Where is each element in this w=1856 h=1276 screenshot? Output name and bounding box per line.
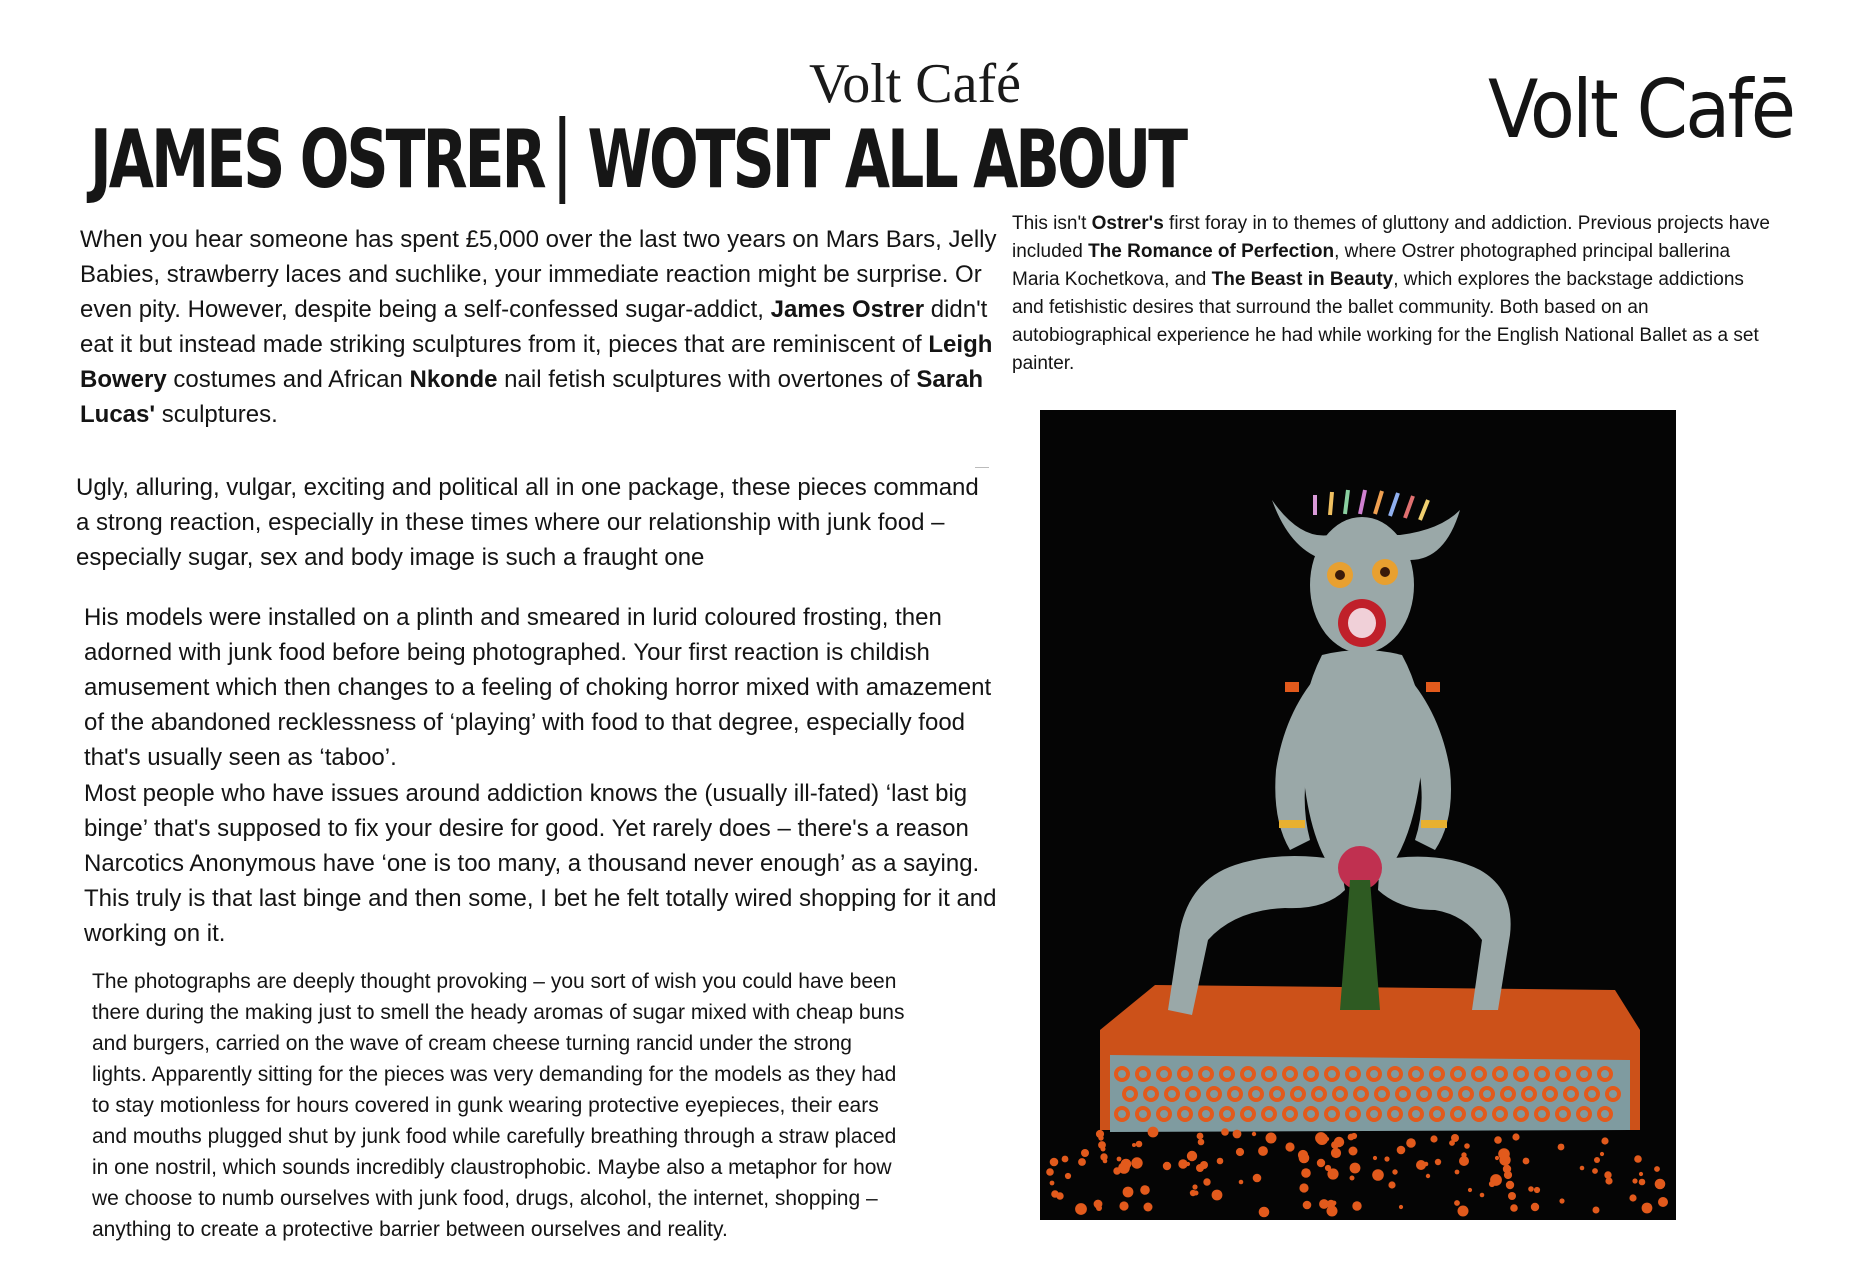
bold-name: The Beast in Beauty: [1211, 269, 1394, 290]
bold-name: Ostrer's: [1091, 213, 1164, 234]
text-run: , which explores the backstage addictions and fetishistic desires that surround the ballet community. Both based on an autobiographical experience he had while working for the English National Ballet as a set painter.: [1012, 269, 1759, 374]
article-paragraph-addiction: Most people who have issues around addiction knows the (usually ill-fated) ‘last big binge’ that's supposed to fix your desire for good. Yet rarely does – there's a reason Narcotics Anonymous have ‘one is too many, a thousand never enough’ as a saying. This truly is that last binge and then some, I bet he felt totally wired shopping for it and working on it.: [84, 780, 997, 947]
article-paragraph-photographs: The photographs are deeply thought provoking – you sort of wish you could have been there during the making just to smell the heady aromas of sugar mixed with cheap buns and burgers, carried on the wave of cream cheese turning rancid under the strong lights. Apparently sitting for the pieces was very demanding for the models as they had to stay motionless for hours covered in gunk wearing protective eyepieces, their ears and mouths plugged shut by junk food while carefully breathing through a straw placed in one nostril, which sounds incredibly claustrophobic. Maybe also a metaphor for how we choose to numb ourselves with junk food, drugs, alcohol, the internet, shopping – anything to create a protective barrier between ourselves and reality.: [92, 970, 905, 1241]
headline-title: WOTSIT ALL ABOUT: [587, 113, 1186, 206]
text-run: , where Ostrer photographed principal ballerina Maria Kochetkova, and: [1012, 241, 1731, 290]
text-run: When you hear someone has spent £5,000 over the last two years on Mars Bars, Jelly Babies, strawberry laces and suchlike, your immediate reaction might be surprise. Or even pity. However, despite being a self-confessed sugar-addict,: [80, 226, 997, 323]
artwork-photo: [1040, 410, 1676, 1220]
paragraph-divider: [975, 467, 989, 468]
text-run: sculptures.: [155, 401, 278, 428]
text-run: costumes and African: [166, 366, 410, 393]
text-run: nail fetish sculptures with overtones of: [497, 366, 917, 393]
bold-name: The Romance of Perfection: [1088, 241, 1335, 262]
publication-title: Volt Café: [808, 53, 1022, 115]
article-paragraph-reaction: Ugly, alluring, vulgar, exciting and political all in one package, these pieces command a strong reaction, especially in these times where our relationship with junk food – especially sugar, sex and body image is such a fraught one: [76, 474, 979, 571]
text-run: This isn't: [1012, 213, 1092, 234]
article-headline: [90, 110, 1185, 210]
headline-divider: [560, 116, 566, 204]
article-paragraph-models: His models were installed on a plinth and smeared in lurid coloured frosting, then adorned with junk food before being photographed. Your first reaction is childish amusement which then changes to a feeling of choking horror mixed with amazement of the abandoned recklessness of ‘playing’ with food to that degree, especially food that's usually seen as ‘taboo’.: [84, 604, 992, 771]
headline-artist: JAMES OSTRER: [90, 113, 544, 206]
sidebar-paragraph-previous-projects: [1012, 210, 1772, 378]
bold-name: James Ostrer: [770, 296, 925, 323]
bold-name: Leigh Bowery: [80, 331, 993, 393]
text-run: didn't eat it but instead made striking sculptures from it, pieces that are reminiscent of: [80, 296, 988, 358]
bold-name: Nkonde: [409, 366, 498, 393]
text-run: first foray in to themes of gluttony and addiction. Previous projects have included: [1012, 213, 1770, 262]
article-paragraph-intro: [80, 222, 1000, 432]
volt-cafe-logo: Volt Cafē: [1488, 63, 1794, 156]
bold-name: Sarah Lucas': [80, 366, 984, 428]
